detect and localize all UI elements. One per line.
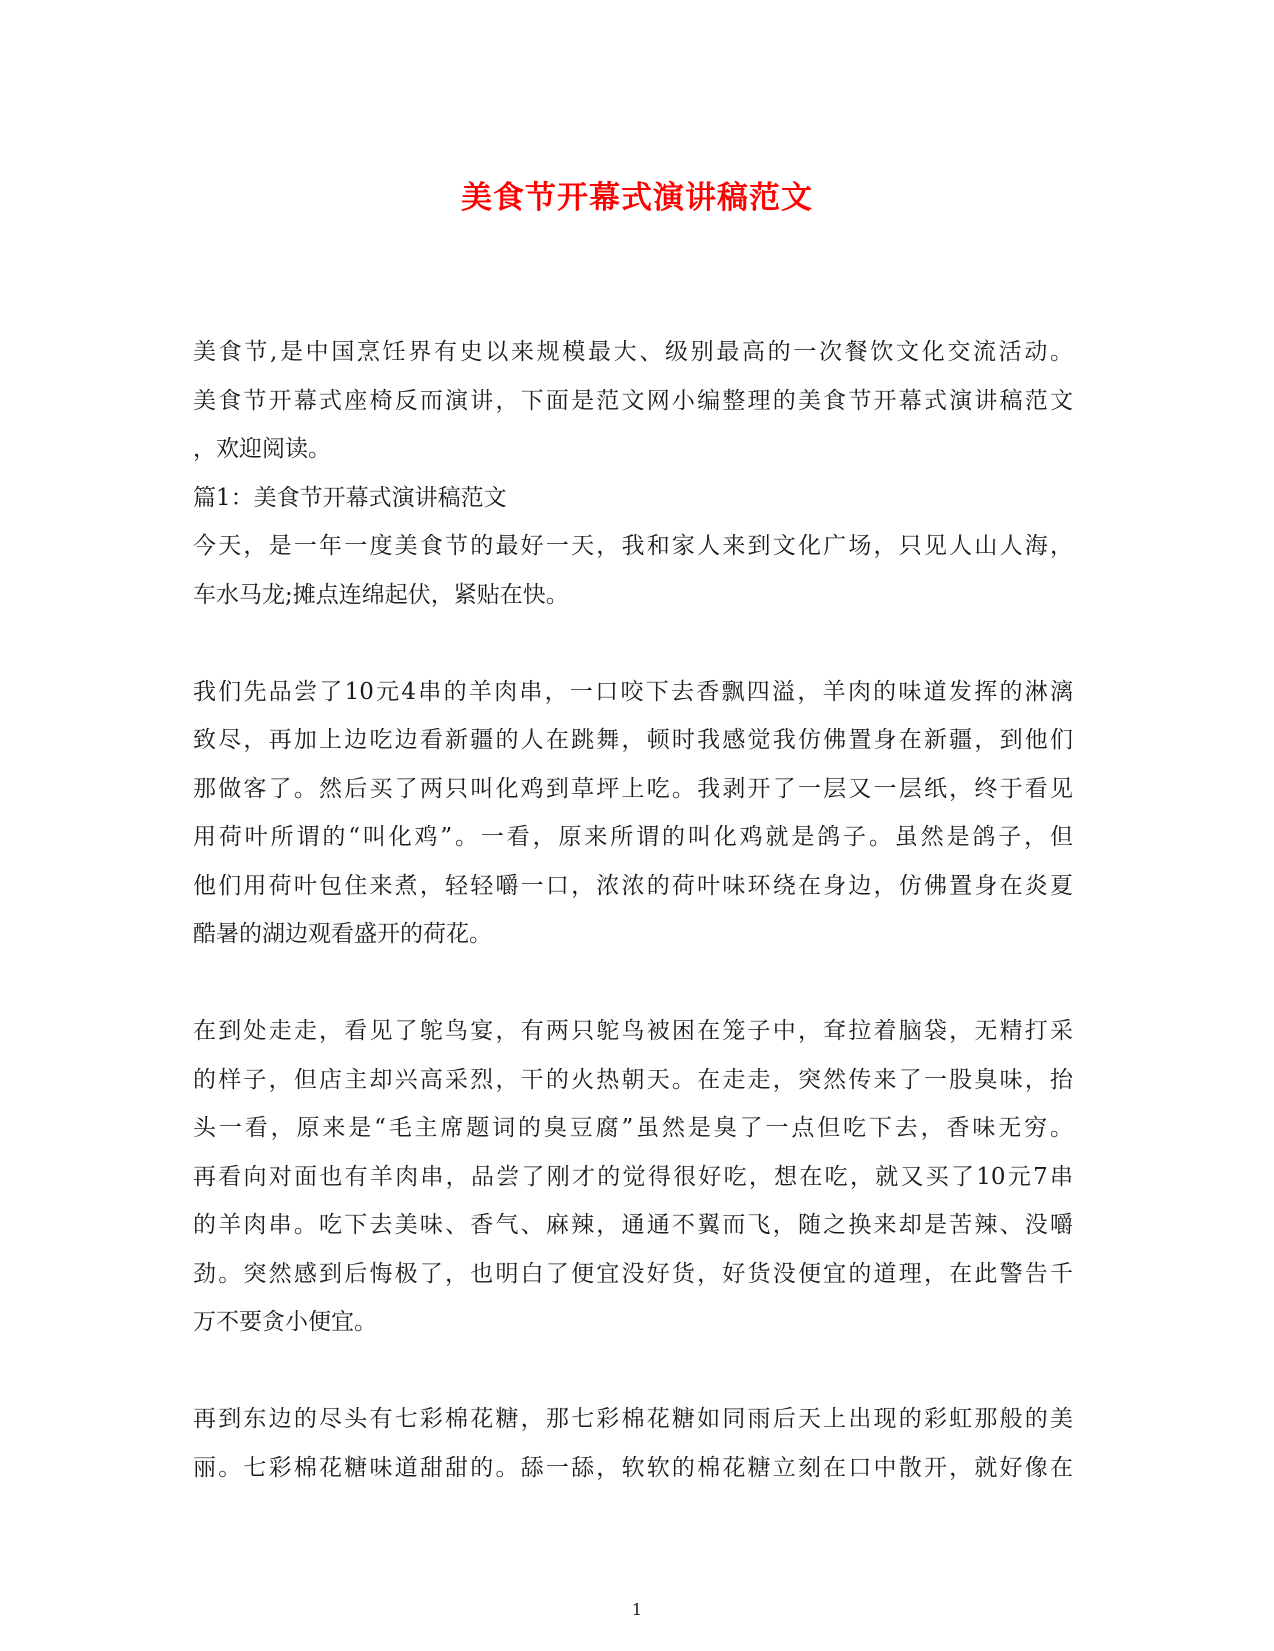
text-line: 头一看，原来是“毛主席题词的臭豆腐”虽然是臭了一点但吃下去，香味无穷。 [193, 1115, 1073, 1141]
text-line: 万不要贪小便宜。 [193, 1309, 377, 1335]
text-line: 美食节开幕式座椅反而演讲，下面是范文网小编整理的美食节开幕式演讲稿范文 [193, 387, 1073, 414]
text-line: 美食节,是中国烹饪界有史以来规模最大、级别最高的一次餐饮文化交流活动。 [193, 339, 1073, 365]
text-line: 他们用荷叶包住来煮，轻轻嚼一口，浓浓的荷叶味环绕在身边，仿佛置身在炎夏 [193, 872, 1073, 899]
text-line: 的羊肉串。吃下去美味、香气、麻辣，通通不翼而飞，随之换来却是苦辣、没嚼 [193, 1212, 1073, 1238]
text-line: 篇1：美食节开幕式演讲稿范文 [193, 484, 507, 511]
paragraph-gap [193, 959, 1073, 1008]
text-line: 我们先品尝了10元4串的羊肉串，一口咬下去香飘四溢，羊肉的味道发挥的淋漓 [193, 678, 1073, 705]
text-line: 再到东边的尽头有七彩棉花糖，那七彩棉花糖如同雨后天上出现的彩虹那般的美 [193, 1406, 1073, 1432]
document-title: 美食节开幕式演讲稿范文 [461, 180, 813, 216]
text-line: 酷暑的湖边观看盛开的荷花。 [193, 921, 492, 947]
text-line: 车水马龙;摊点连绵起伏，紧贴在快。 [193, 581, 569, 608]
text-line: 在到处走走，看见了鸵鸟宴，有两只鸵鸟被困在笼子中，耷拉着脑袋，无精打采 [193, 1018, 1073, 1044]
text-line: ，欢迎阅读。 [193, 436, 331, 462]
text-line: 丽。七彩棉花糖味道甜甜的。舔一舔，软软的棉花糖立刻在口中散开，就好像在 [193, 1454, 1073, 1481]
text-line: 的样子，但店主却兴高采烈，干的火热朝天。在走走，突然传来了一股臭味，抬 [193, 1066, 1073, 1093]
page-number: 1 [631, 1600, 643, 1619]
text-line: 致尽，再加上边吃边看新疆的人在跳舞，顿时我感觉我仿佛置身在新疆，到他们 [193, 727, 1073, 753]
paragraph-gap [193, 1347, 1073, 1396]
text-line: 今天，是一年一度美食节的最好一天，我和家人来到文化广场，只见人山人海， [193, 533, 1073, 559]
paragraph-gap [193, 619, 1073, 668]
text-line: 用荷叶所谓的“叫化鸡”。一看，原来所谓的叫化鸡就是鸽子。虽然是鸽子，但 [193, 824, 1073, 850]
text-line: 再看向对面也有羊肉串，品尝了刚才的觉得很好吃，想在吃，就又买了10元7串 [193, 1163, 1073, 1190]
document-body [193, 328, 1073, 1492]
text-line: 劲。突然感到后悔极了，也明白了便宜没好货，好货没便宜的道理，在此警告千 [193, 1260, 1073, 1287]
text-line: 那做客了。然后买了两只叫化鸡到草坪上吃。我剥开了一层又一层纸，终于看见 [193, 775, 1073, 802]
